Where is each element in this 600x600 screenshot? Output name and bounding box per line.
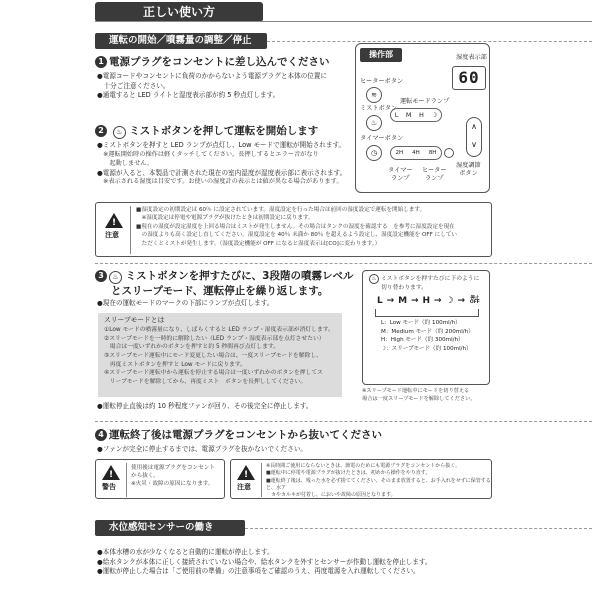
- step2-line: ●電源が入ると、本製品で計測された現在の室内湿度が湿度表示部に表示されます。: [97, 168, 347, 177]
- mode-switch-header-b: 切り替わります。: [381, 285, 427, 291]
- step3-bullet: ●現在の運転モードのマークの下部にランプが点灯します。: [97, 299, 274, 307]
- step4-bullet: ●ファンが完全に停止するまでは、電源プラグを抜かないでください。: [97, 445, 308, 453]
- stop-footnote: ●運転停止直後は約 10 秒程度ファンが回り、その後完全に停止します。: [97, 402, 313, 410]
- humidity-adjust-button[interactable]: [466, 117, 482, 157]
- mode-seq-sleep: ☽: [445, 296, 454, 306]
- step2-line: ※表示される湿度は目安です。お使いの湿度計の表示とは値が異なる場合があります。: [97, 178, 343, 186]
- caution-triangle-icon: !: [105, 213, 123, 228]
- timer-lamp-4h: 4H: [412, 150, 420, 156]
- mode-lamp-h: H: [418, 111, 424, 119]
- sleep-mode-line: ④スリープモード運転中から運転を停止する場合は一度いずれかのボタンを押してス: [104, 370, 323, 377]
- humidity-display-label: 湿度表示部: [456, 54, 487, 61]
- chevron-down-icon[interactable]: ∨: [471, 140, 477, 149]
- sleep-mode-lines: [104, 326, 336, 387]
- mode-seq-m: M: [398, 296, 408, 306]
- caution-box-after-use: [230, 459, 492, 499]
- caution2-line: ※長時間ご使用にならないときは、節電のためにも電源プラグをコンセントから抜く。: [266, 463, 461, 469]
- sleep-mode-line: ②スリープモードを一時的に解除したい（LED ランプ・湿度表示部を点灯させたい）: [104, 335, 325, 342]
- step1-title-text: 電源プラグをコンセントに差し込んでください: [109, 56, 330, 68]
- mode-sequence: [377, 295, 481, 307]
- caution-line: の湿度よりも高く設定し直してください。湿度設定を 40％ 未満か 80％ を超えるよう設定し、湿度設定機能を OFF にしてい: [136, 232, 458, 239]
- mist-button[interactable]: ♨: [366, 115, 382, 131]
- caution-triangle-icon: !: [237, 465, 255, 480]
- step1-bullet: 十分ご注意ください。: [97, 81, 170, 90]
- warning-line: から抜く。: [131, 473, 159, 480]
- water-sensor-line: ●本体水槽の水が少なくなると自動的に運転が停止します。: [97, 548, 274, 556]
- arrow-right-icon: →: [411, 296, 419, 306]
- mist-icon: ♨: [109, 271, 122, 284]
- section-dash-rule: [95, 263, 592, 264]
- warning-line: 使用後は電源プラグをコンセント: [131, 465, 215, 471]
- timer-button[interactable]: ◷: [366, 145, 382, 161]
- section-dash-rule: [267, 41, 592, 42]
- caution2-line: ■運転終了後は、残った水を必ず捨ててください。そのまま放置すると、お手入れをせずに保管すると、水ア: [266, 477, 491, 491]
- sleep-mode-box: [98, 313, 342, 397]
- caution-line: ■現在の湿度が設定湿度を上回る場合はミストが発生しません。その場合はタンクの湿度を確認する を参考に湿度設定を現在: [136, 223, 455, 230]
- section-dash-rule: [95, 421, 592, 422]
- sleep-mode-title: スリープモードとは: [104, 316, 165, 324]
- warning-label: 警告: [102, 483, 116, 491]
- mode-lamp-m: M: [405, 111, 412, 119]
- mode-lamp-l: L: [394, 111, 399, 119]
- caution-divider: [261, 463, 262, 497]
- step1-bullet: ●通電すると LED ライトと湿度表示部が約 5 秒点灯します。: [97, 91, 280, 100]
- sleep-mode-line: ③スリープモード運転中にモード変更したい場合は、一度スリープモードを解除し、: [104, 352, 322, 359]
- mode-loop-line: [375, 309, 479, 317]
- arrow-right-icon: →: [433, 296, 442, 306]
- step3-title: [95, 269, 355, 298]
- sleep-mode-line: 場合は一度いずれかのボタンを押すと約 5 秒間再び点灯します。: [104, 344, 280, 351]
- step3-title-a: ミストボタンを押すたびに、3段階の噴霧レベル: [125, 270, 354, 282]
- timer-lamp-row: [390, 146, 442, 160]
- step4-number: 4: [95, 429, 107, 441]
- step1-title: [95, 55, 355, 69]
- mode-switch-note-b: 場合は一度スリープモードを解除してください。: [362, 395, 476, 402]
- timer-lamp-8h: 8H: [428, 150, 437, 156]
- heater-lamp-label: ヒーター ランプ: [422, 167, 447, 182]
- step1-bullets: [97, 72, 357, 101]
- mode-switch-note: [362, 388, 497, 403]
- warning-triangle-icon: !: [102, 465, 120, 480]
- mist-icon: ♨: [113, 126, 126, 139]
- warning-divider: [126, 463, 127, 497]
- caution2-lines: [266, 463, 491, 499]
- mode-switch-box: [362, 270, 490, 385]
- mist-button-label: ミストボタン: [360, 105, 398, 112]
- sleep-mode-line: ①Low モードの噴霧量になり、しばらくすると LED ランプ・湿度表示部が消灯します。: [104, 326, 334, 333]
- step2-lines: [97, 141, 357, 187]
- mode-switch-header: [369, 274, 489, 292]
- mode-legend: [381, 319, 485, 354]
- sleep-mode-line: リープモードを解除してから、再度ミスト ボタンを長押ししてください。: [104, 378, 307, 385]
- mode-legend-row: ☽：スリープモード（約 100ml/h）: [381, 345, 472, 352]
- mode-seq-off: 停止 OFF: [469, 295, 480, 306]
- humidity-adjust-label: 湿度調節 ボタン: [456, 162, 481, 177]
- warning-lines: [131, 464, 225, 488]
- section-band-water-sensor: 水位感知センサーの働き: [95, 520, 245, 536]
- water-sensor-line: ●給水タンクが本体に正しく接続されていない場合や、給水タンクを外すとセンサーが作動し運転を停止します。: [97, 557, 432, 566]
- chevron-up-icon[interactable]: ∧: [471, 122, 477, 131]
- mode-switch-header-a: ミストボタンを押すたびに下のように: [380, 276, 480, 282]
- step1-bullet: ●電源コードやコンセントに負荷のかからないよう電源プラグと本体の位置に: [97, 72, 328, 80]
- timer-lamp-2h: 2H: [395, 150, 404, 156]
- control-panel-diagram: [355, 43, 490, 193]
- header-rule: [95, 21, 592, 22]
- caution-line: ※湿度設定は停電や電源プラグが抜けたときは初期設定に戻ります。: [136, 215, 314, 222]
- page-title: 正しい使い方: [95, 2, 263, 22]
- mode-lamp-sleep: ☽: [431, 111, 438, 119]
- mode-seq-h: H: [422, 296, 431, 306]
- heater-button-label: ヒーターボタン: [360, 78, 404, 85]
- water-sensor-line: ●運転が停止した場合は「ご使用前の準備」の注意事項をご確認のうえ、再度電源を入れ運転してください。: [97, 567, 420, 576]
- mode-seq-l: L: [377, 296, 383, 306]
- water-sensor-lines: [97, 548, 497, 577]
- arrow-right-icon: →: [457, 296, 465, 306]
- panel-title: 操作部: [360, 48, 402, 62]
- step4-title-text: 運転終了後は電源プラグをコンセントから抜いてください: [109, 429, 382, 441]
- mist-icon: ♨: [369, 274, 379, 284]
- warning-box: [95, 459, 225, 499]
- step3-number: 3: [95, 270, 107, 282]
- mode-lamp-label: 運転モードランプ: [400, 98, 450, 105]
- mode-legend-row: H：High モード（約 300ml/h）: [381, 337, 464, 344]
- warning-line: ※火災・故障の原因になります。: [131, 481, 214, 488]
- caution-label: 注意: [105, 231, 119, 239]
- humidity-display: 60: [452, 66, 486, 90]
- caution2-line: ■運転中に停電や電源プラグが抜けたときは、初めから操作をやり直す。: [266, 470, 431, 477]
- arrow-right-icon: →: [386, 296, 395, 306]
- step2-line: ●ミストボタンを押すと LED ランプが点灯し、Low モードで運転が開始されます。: [97, 141, 346, 149]
- heater-lamp: [444, 148, 454, 158]
- timer-button-label: タイマーボタン: [360, 135, 404, 142]
- step2-title: [95, 124, 355, 139]
- step2-line: ※運転開始時の操作は軽くタッチしてください。長押しするとエラー音がなり: [97, 150, 319, 158]
- step4-title: [95, 428, 495, 442]
- step1-number: 1: [95, 56, 107, 68]
- step2-title-text: ミストボタンを押して運転を開始します: [129, 125, 319, 137]
- caution2-line: カやカルキが付着し、においや故障の原因となります。: [266, 492, 396, 498]
- caution-line: ■湿度設定の初期設定は 60％ に設定されています。湿度設定を行った場合は前回の湿度設定で運転を開始します。: [136, 207, 426, 213]
- heater-button[interactable]: ≋: [366, 87, 382, 103]
- step3-title-b: とスリープモード、運転停止を繰り返します。: [111, 285, 329, 297]
- caution-divider: [130, 206, 131, 254]
- sleep-mode-line: 再度ミストボタンを押すと Low モードに戻ります。: [104, 361, 246, 368]
- mode-legend-row: L：Low モード（約 100ml/h）: [381, 320, 461, 326]
- section-band-operation: 運転の開始／噴霧量の調整／停止: [95, 33, 267, 49]
- mode-lamp-row: [390, 108, 442, 122]
- section-dash-rule: [245, 528, 592, 529]
- step2-line: 起動しません。: [97, 159, 154, 167]
- step2-number: 2: [95, 125, 107, 137]
- caution-label: 注意: [237, 483, 251, 491]
- timer-lamp-label: タイマー ランプ: [388, 167, 413, 182]
- caution-box-humidity: [95, 202, 492, 257]
- mode-legend-row: M：Medium モード（約 200ml/h）: [381, 328, 474, 335]
- mode-switch-note-a: ※スリープモード運転中にモードを切り替える: [362, 388, 470, 394]
- caution-line: ただくとミストが発生します。（湿度設定機能が OFF になると湿度表示は[CO]に変わります。）: [136, 240, 381, 247]
- caution-lines: [136, 206, 490, 248]
